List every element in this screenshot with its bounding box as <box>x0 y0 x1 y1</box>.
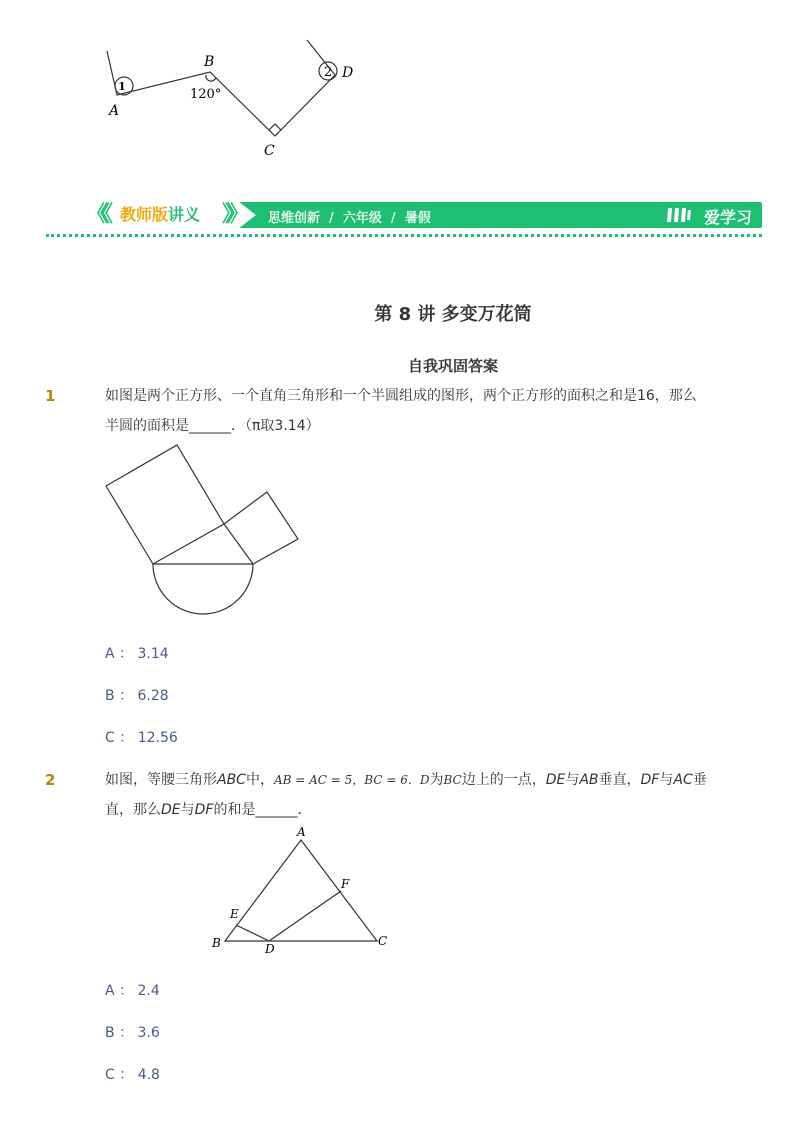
question-1-text <box>105 381 725 441</box>
text: 直，那么 <box>105 802 161 818</box>
text: DF <box>640 772 660 788</box>
breadcrumb: 思维创新 / 六年级 / 暑假 <box>268 211 431 226</box>
text: 边上的一点， <box>461 772 546 788</box>
triangle-label-a: A <box>297 825 306 839</box>
question-number-1: 1 <box>45 387 56 405</box>
option-letter: C <box>105 1067 115 1083</box>
question-2-line-1 <box>105 765 725 795</box>
question-2-option-b[interactable] <box>105 1022 160 1042</box>
text: 的和是______． <box>213 802 312 818</box>
question-1-line-2: 半圆的面积是______．（π取3.14） <box>105 418 320 434</box>
lecture-title: 第 8 讲 多变万花筒 <box>374 304 532 325</box>
point-label-c: C <box>264 143 275 159</box>
chevron-right-icon: 》》 <box>222 202 244 227</box>
option-letter: C <box>105 730 115 746</box>
angle-path-figure <box>95 35 375 165</box>
option-value: 3.6 <box>137 1025 160 1041</box>
question-2-text <box>105 765 725 825</box>
option-separator: ： <box>119 730 134 746</box>
question-1-line-1: 如图是两个正方形、一个直角三角形和一个半圆组成的图形，两个正方形的面积之和是16，那么 <box>105 388 697 404</box>
text: DE <box>545 772 566 788</box>
option-value: 2.4 <box>137 983 160 999</box>
text: AB <box>579 772 599 788</box>
text: 垂 <box>692 772 707 788</box>
option-letter: A <box>105 646 115 662</box>
text: 与 <box>659 772 674 788</box>
text: BC <box>443 773 462 787</box>
option-separator: ： <box>119 688 134 704</box>
section-title: 自我巩固答案 <box>407 357 498 375</box>
circle-label-1: 1 <box>118 80 126 93</box>
brand-logo-text: 爱学习 <box>703 208 752 227</box>
logo-icon <box>666 206 692 224</box>
option-value: 12.56 <box>137 730 178 746</box>
text: 中， <box>245 772 274 788</box>
angle-label: 120° <box>190 87 222 102</box>
option-separator: ： <box>119 1025 134 1041</box>
squares-semicircle-figure <box>100 440 305 620</box>
text: DE <box>161 802 181 818</box>
point-label-a: A <box>109 103 120 119</box>
circle-label-2: 2 <box>323 65 333 80</box>
triangle-label-f: F <box>341 877 350 891</box>
question-1-option-c[interactable] <box>105 727 178 747</box>
point-label-b: B <box>204 54 215 70</box>
chevron-left-icon: 《《 <box>86 202 108 227</box>
triangle-label-d: D <box>265 942 275 956</box>
option-letter: B <box>105 1025 115 1041</box>
question-2-option-a[interactable] <box>105 980 160 1000</box>
text: AC <box>673 772 693 788</box>
option-letter: A <box>105 983 115 999</box>
question-1-option-b[interactable] <box>105 685 169 705</box>
text: 为 <box>429 772 444 788</box>
triangle-label-c: C <box>378 934 388 948</box>
option-separator: ： <box>119 1067 134 1083</box>
text: AB = AC = 5，BC = 6．D <box>273 773 430 787</box>
banner-title-part2: 讲义 <box>168 205 201 224</box>
text: DF <box>194 802 214 818</box>
header-banner <box>46 202 762 228</box>
banner-title-part1: 教师版 <box>120 205 169 224</box>
option-value: 3.14 <box>137 646 169 662</box>
question-1-option-a[interactable] <box>105 643 169 663</box>
text: 与 <box>565 772 580 788</box>
triangle-label-e: E <box>230 907 239 921</box>
option-value: 6.28 <box>137 688 169 704</box>
isosceles-triangle-figure <box>205 822 400 957</box>
option-separator: ： <box>119 646 134 662</box>
text: 与 <box>180 802 195 818</box>
triangle-label-b: B <box>212 936 221 950</box>
banner-title <box>120 205 200 225</box>
dotted-divider <box>46 234 762 237</box>
text: ABC <box>217 772 246 788</box>
question-2-line-2 <box>105 795 725 825</box>
option-letter: B <box>105 688 115 704</box>
option-separator: ： <box>119 983 134 999</box>
question-number-2: 2 <box>45 771 56 789</box>
option-value: 4.8 <box>137 1067 160 1083</box>
question-2-option-c[interactable] <box>105 1064 160 1084</box>
point-label-d: D <box>342 65 354 81</box>
text: 如图，等腰三角形 <box>105 772 217 788</box>
text: 垂直， <box>598 772 641 788</box>
